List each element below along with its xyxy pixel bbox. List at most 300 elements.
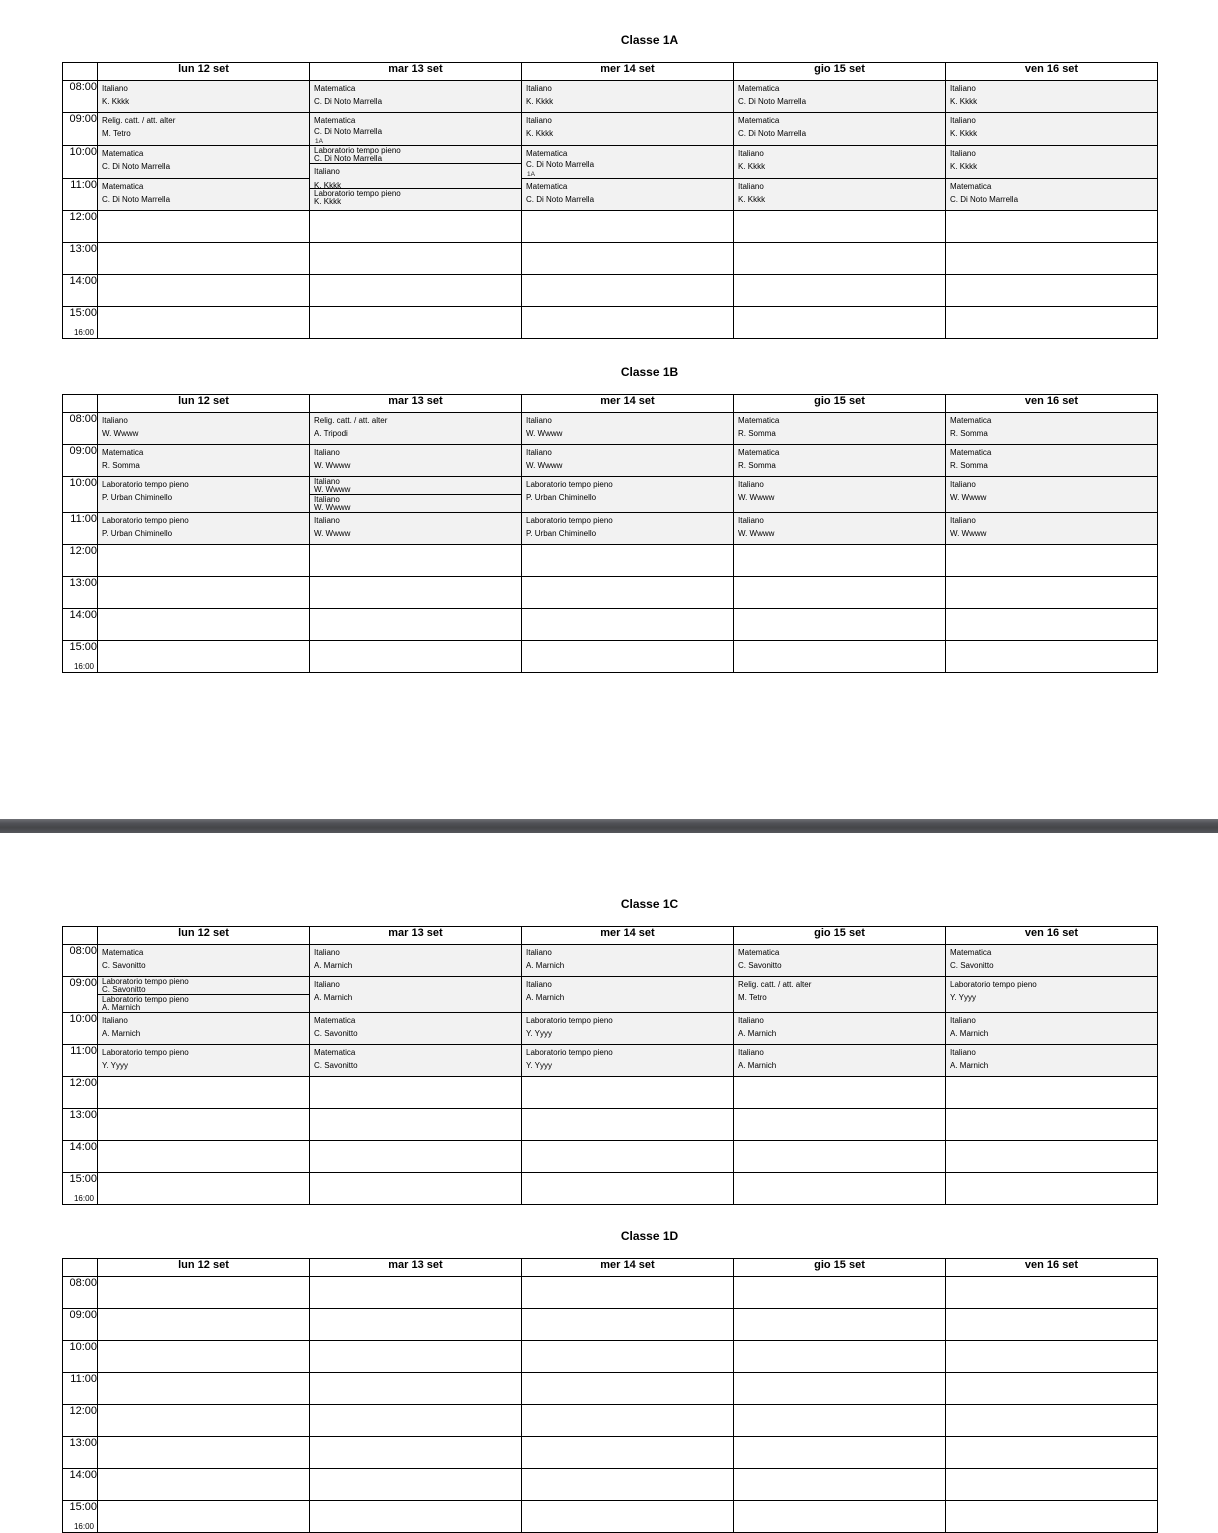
lesson: [98, 477, 309, 502]
hour-label: 12:00: [69, 545, 97, 557]
lesson-cell: [734, 977, 946, 1013]
hour-row: [63, 513, 1158, 545]
lesson-cell: [310, 945, 522, 977]
hour-row: [63, 945, 1158, 977]
lesson: [522, 445, 733, 470]
hour-row: [63, 81, 1158, 113]
corner-cell: [63, 63, 98, 81]
empty-cell: [946, 577, 1158, 609]
hour-cell: [63, 577, 98, 609]
hour-cell: [63, 1341, 98, 1373]
lesson: [522, 1013, 733, 1038]
day-header: gio 15 set: [734, 927, 946, 945]
lesson: [946, 1045, 1157, 1070]
hour-cell: [63, 146, 98, 179]
hour-cell: [63, 513, 98, 545]
lesson: [734, 1045, 945, 1070]
hour-label: 08:00: [69, 1277, 97, 1289]
empty-cell: [946, 243, 1158, 275]
empty-cell: [734, 609, 946, 641]
subject-label: Laboratorio tempo pieno: [102, 480, 189, 489]
empty-cell: [98, 243, 310, 275]
empty-cell: [522, 211, 734, 243]
subject-label: Laboratorio tempo pieno: [526, 480, 613, 489]
hour-label: 08:00: [69, 81, 97, 93]
empty-cell: [946, 1341, 1158, 1373]
empty-cell: [734, 243, 946, 275]
empty-cell: [734, 641, 946, 673]
subject-label: Matematica: [314, 1016, 356, 1025]
hour-row: [63, 1341, 1158, 1373]
teacher-label: M. Tetro: [102, 129, 131, 138]
empty-cell: [310, 211, 522, 243]
lesson: [310, 445, 521, 470]
lesson: [734, 413, 945, 438]
hour-cell: [63, 1373, 98, 1405]
empty-cell: [522, 275, 734, 307]
lesson-cell: [310, 1013, 522, 1045]
stack-lesson-box: [98, 995, 309, 1012]
subject-label: Italiano: [950, 84, 976, 93]
teacher-label: W. Wwww: [738, 493, 775, 502]
lesson-stack: [310, 146, 521, 210]
empty-cell: [522, 641, 734, 673]
teacher-label: Y. Yyyy: [526, 1029, 552, 1038]
hour-row: [63, 1141, 1158, 1173]
hour-label: 08:00: [69, 413, 97, 425]
table-title: Classe 1D: [620, 1229, 679, 1243]
lesson: [310, 513, 521, 538]
hour-label: 13:00: [69, 577, 97, 589]
empty-cell: [522, 1277, 734, 1309]
lesson: [946, 445, 1157, 470]
empty-cell: [734, 1173, 946, 1205]
subject-label: Italiano: [314, 516, 340, 525]
teacher-label: C. Di Noto Marrella: [738, 97, 807, 106]
teacher-label: C. Savonitto: [950, 961, 994, 970]
empty-cell: [734, 1341, 946, 1373]
hour-cell: [63, 1501, 98, 1533]
day-header: mar 13 set: [310, 63, 522, 81]
subject-label: Italiano: [526, 416, 552, 425]
empty-cell: [946, 1077, 1158, 1109]
teacher-label: C. Savonitto: [314, 1061, 358, 1070]
table-title: Classe 1C: [620, 897, 679, 911]
lesson-cell: [946, 513, 1158, 545]
hour-cell: [63, 113, 98, 146]
lesson: [98, 113, 309, 138]
teacher-label: A. Tripodi: [314, 429, 348, 438]
empty-cell: [522, 609, 734, 641]
lesson: [310, 1013, 521, 1038]
empty-cell: [946, 307, 1158, 339]
subject-label: Italiano: [314, 980, 340, 989]
empty-cell: [98, 609, 310, 641]
lesson: [522, 81, 733, 106]
stack-lesson-box: [310, 164, 521, 189]
teacher-label: W. Wwww: [102, 429, 139, 438]
teacher-label: K. Kkkk: [526, 97, 554, 106]
lesson: [522, 413, 733, 438]
hour-cell: [63, 1077, 98, 1109]
teacher-label: A. Marnich: [102, 1029, 141, 1038]
lesson: [946, 977, 1157, 1002]
empty-cell: [98, 1077, 310, 1109]
hour-label: 15:00: [69, 1173, 97, 1185]
lesson: [734, 146, 945, 171]
hour-cell: [63, 243, 98, 275]
subject-label: Italiano: [950, 116, 976, 125]
empty-cell: [946, 1277, 1158, 1309]
subject-label: Italiano: [950, 1016, 976, 1025]
empty-cell: [310, 1437, 522, 1469]
hour-row: [63, 275, 1158, 307]
subject-label: Matematica: [102, 149, 144, 158]
empty-cell: [98, 1341, 310, 1373]
teacher-label: P. Urban Chiminello: [526, 529, 597, 538]
teacher-label: C. Di Noto Marrella: [950, 195, 1019, 204]
header-row: [63, 63, 1158, 81]
empty-cell: [946, 609, 1158, 641]
hour-label: 10:00: [69, 1341, 97, 1353]
lesson-cell: [522, 477, 734, 513]
empty-cell: [522, 577, 734, 609]
hour-row: [63, 113, 1158, 146]
empty-cell: [734, 1437, 946, 1469]
lesson: [946, 146, 1157, 171]
teacher-label: C. Di Noto Marrella: [102, 195, 171, 204]
lesson-cell: [522, 1045, 734, 1077]
lesson-cell: [522, 179, 734, 211]
hour-cell: [63, 1469, 98, 1501]
hour-label: 11:00: [70, 513, 97, 525]
subject-label: Laboratorio tempo pieno: [102, 1048, 189, 1057]
empty-cell: [310, 1405, 522, 1437]
teacher-label: K. Kkkk: [738, 195, 766, 204]
subject-label: Matematica: [314, 116, 356, 125]
teacher-label: A. Marnich: [950, 1061, 989, 1070]
empty-cell: [946, 1109, 1158, 1141]
lesson: [98, 945, 309, 970]
subject-label: Matematica: [526, 149, 568, 158]
day-header: gio 15 set: [734, 1259, 946, 1277]
day-header: mer 14 set: [522, 395, 734, 413]
timetable-table: [62, 926, 1158, 1205]
lesson-cell: [98, 1045, 310, 1077]
timetable-table: [62, 394, 1158, 673]
empty-cell: [734, 1077, 946, 1109]
empty-cell: [310, 1141, 522, 1173]
hour-label: 10:00: [69, 477, 97, 489]
empty-cell: [310, 243, 522, 275]
empty-cell: [522, 307, 734, 339]
lesson: [98, 146, 309, 171]
hour-label: 13:00: [69, 243, 97, 255]
lesson-cell: [98, 113, 310, 146]
lesson-cell: [310, 477, 522, 513]
hour-label: 13:00: [69, 1109, 97, 1121]
teacher-label: P. Urban Chiminello: [102, 529, 173, 538]
empty-cell: [734, 1373, 946, 1405]
empty-cell: [734, 211, 946, 243]
empty-cell: [98, 1373, 310, 1405]
lesson-cell: [98, 445, 310, 477]
day-header: ven 16 set: [946, 927, 1158, 945]
empty-cell: [98, 1437, 310, 1469]
empty-cell: [98, 641, 310, 673]
lesson-cell: [946, 81, 1158, 113]
stack-lesson-box: [310, 495, 521, 512]
empty-cell: [522, 1501, 734, 1533]
lesson: [522, 945, 733, 970]
lesson-cell: [310, 413, 522, 445]
empty-cell: [98, 1309, 310, 1341]
lesson: [522, 977, 733, 1002]
empty-cell: [946, 1141, 1158, 1173]
lesson: [98, 1013, 309, 1038]
lesson: [734, 513, 945, 538]
subject-label: Matematica: [950, 448, 992, 457]
teacher-label: R. Somma: [950, 429, 988, 438]
hour-label: 11:00: [70, 1373, 97, 1385]
lesson-cell: [734, 945, 946, 977]
hour-label: 14:00: [69, 275, 97, 287]
lesson-cell: [522, 113, 734, 146]
hour-cell: [63, 81, 98, 113]
lesson: [946, 945, 1157, 970]
teacher-label: W. Wwww: [314, 529, 351, 538]
hour-label: 15:00: [69, 641, 97, 653]
lesson-cell: [98, 179, 310, 211]
hour-cell: [63, 1437, 98, 1469]
header-row: [63, 927, 1158, 945]
lesson-cell: [946, 977, 1158, 1013]
day-header: ven 16 set: [946, 395, 1158, 413]
subject-label: Matematica: [950, 182, 992, 191]
day-header: mar 13 set: [310, 395, 522, 413]
hour-label: 09:00: [69, 977, 97, 989]
hour-row: [63, 1173, 1158, 1205]
teacher-label: A. Marnich: [738, 1061, 777, 1070]
teacher-label: C. Savonitto: [102, 985, 146, 994]
subject-label: Italiano: [526, 116, 552, 125]
header-row: [63, 1259, 1158, 1277]
day-header: mar 13 set: [310, 927, 522, 945]
empty-cell: [98, 577, 310, 609]
timetable-table: [62, 62, 1158, 339]
lesson-cell: [734, 81, 946, 113]
empty-cell: [310, 1109, 522, 1141]
lesson-cell: [734, 1045, 946, 1077]
hour-cell: [63, 445, 98, 477]
day-header: gio 15 set: [734, 63, 946, 81]
lesson-cell: [310, 81, 522, 113]
lesson: [734, 113, 945, 138]
hour-row: [63, 1405, 1158, 1437]
lesson-cell: [98, 146, 310, 179]
empty-cell: [946, 1469, 1158, 1501]
teacher-label: K. Kkkk: [950, 97, 978, 106]
subject-label: Italiano: [314, 477, 340, 486]
lesson-cell: [946, 179, 1158, 211]
lesson: [946, 81, 1157, 106]
day-header: gio 15 set: [734, 395, 946, 413]
lesson-cell: [734, 146, 946, 179]
subject-label: Italiano: [526, 84, 552, 93]
subject-label: Laboratorio tempo pieno: [950, 980, 1037, 989]
teacher-label: W. Wwww: [950, 493, 987, 502]
hour-row: [63, 477, 1158, 513]
lesson-cell: [946, 1045, 1158, 1077]
timetable-1a: [62, 62, 1157, 339]
empty-cell: [734, 275, 946, 307]
empty-cell: [310, 577, 522, 609]
teacher-label: W. Wwww: [526, 461, 563, 470]
empty-cell: [310, 1469, 522, 1501]
lesson-cell: [946, 113, 1158, 146]
empty-cell: [522, 1405, 734, 1437]
lesson-cell: [946, 445, 1158, 477]
teacher-label: K. Kkkk: [738, 162, 766, 171]
hour-cell: [63, 977, 98, 1013]
lesson: [310, 113, 521, 145]
hour-row: [63, 243, 1158, 275]
teacher-label: Y. Yyyy: [526, 1061, 552, 1070]
hour-label: 12:00: [69, 211, 97, 223]
empty-cell: [310, 545, 522, 577]
lesson: [98, 1045, 309, 1070]
empty-cell: [946, 1405, 1158, 1437]
hour-label: 12:00: [69, 1077, 97, 1089]
teacher-label: A. Marnich: [738, 1029, 777, 1038]
classe-1b-section: [62, 365, 1157, 673]
subject-label: Italiano: [738, 182, 764, 191]
subject-label: Matematica: [738, 948, 780, 957]
lesson-cell: [310, 513, 522, 545]
hour-row: [63, 1109, 1158, 1141]
classe-1d-section: [62, 1229, 1157, 1533]
lesson-stack: [98, 977, 309, 1012]
header-row: [63, 395, 1158, 413]
lesson: [522, 113, 733, 138]
teacher-label: K. Kkkk: [314, 197, 342, 206]
hour-cell: [63, 1405, 98, 1437]
lesson-cell: [98, 1013, 310, 1045]
lesson: [98, 81, 309, 106]
teacher-label: A. Marnich: [102, 1003, 141, 1012]
teacher-label: C. Di Noto Marrella: [314, 154, 383, 163]
subject-label: Italiano: [738, 1048, 764, 1057]
lesson-cell: [734, 413, 946, 445]
lesson-cell: [310, 1045, 522, 1077]
hour-label: 14:00: [69, 1469, 97, 1481]
classe-1c-section: [62, 897, 1157, 1205]
lesson-cell: [310, 113, 522, 146]
day-header: lun 12 set: [98, 395, 310, 413]
lesson: [98, 179, 309, 204]
empty-cell: [522, 1469, 734, 1501]
hour-cell: [63, 1045, 98, 1077]
lesson: [310, 977, 521, 1002]
table-title: Classe 1B: [620, 365, 679, 379]
hour-cell: [63, 1013, 98, 1045]
empty-cell: [734, 307, 946, 339]
hour-label: 11:00: [70, 1045, 97, 1057]
empty-cell: [522, 1373, 734, 1405]
teacher-label: C. Di Noto Marrella: [526, 160, 595, 169]
empty-cell: [98, 211, 310, 243]
hour-label: 09:00: [69, 1309, 97, 1321]
lesson-cell: [98, 945, 310, 977]
hour-row: [63, 307, 1158, 339]
lesson-cell: [98, 413, 310, 445]
lesson: [98, 413, 309, 438]
empty-cell: [946, 1373, 1158, 1405]
empty-cell: [734, 577, 946, 609]
lesson: [946, 1013, 1157, 1038]
empty-cell: [946, 1437, 1158, 1469]
classe-1a-section: [62, 33, 1157, 339]
lesson-cell: [734, 1013, 946, 1045]
hour-row: [63, 1309, 1158, 1341]
subject-label: Laboratorio tempo pieno: [314, 146, 401, 155]
subject-label: Italiano: [102, 84, 128, 93]
end-hour-label: 16:00: [73, 328, 94, 337]
subject-label: Matematica: [102, 948, 144, 957]
subject-label: Laboratorio tempo pieno: [102, 977, 189, 986]
hour-row: [63, 211, 1158, 243]
lesson-cell: [310, 445, 522, 477]
lesson-cell: [734, 179, 946, 211]
teacher-label: Y. Yyyy: [102, 1061, 128, 1070]
hour-row: [63, 1277, 1158, 1309]
end-hour-label: 16:00: [73, 662, 94, 671]
lesson: [310, 413, 521, 438]
empty-cell: [734, 1277, 946, 1309]
empty-cell: [946, 211, 1158, 243]
lesson: [734, 179, 945, 204]
timetable-1b: [62, 394, 1157, 673]
teacher-label: W. Wwww: [950, 529, 987, 538]
hour-cell: [63, 545, 98, 577]
lesson: [734, 1013, 945, 1038]
teacher-label: W. Wwww: [738, 529, 775, 538]
hour-cell: [63, 477, 98, 513]
subject-label: Italiano: [102, 416, 128, 425]
hour-row: [63, 641, 1158, 673]
teacher-label: R. Somma: [738, 429, 776, 438]
class-note: 1A: [315, 138, 323, 145]
corner-cell: [63, 395, 98, 413]
day-header: ven 16 set: [946, 1259, 1158, 1277]
empty-cell: [946, 1173, 1158, 1205]
teacher-label: C. Di Noto Marrella: [314, 127, 383, 136]
page-separator: [0, 819, 1218, 833]
empty-cell: [522, 545, 734, 577]
corner-cell: [63, 927, 98, 945]
teacher-label: M. Tetro: [738, 993, 767, 1002]
lesson-cell: [522, 413, 734, 445]
subject-label: Italiano: [314, 448, 340, 457]
subject-label: Laboratorio tempo pieno: [526, 516, 613, 525]
empty-cell: [946, 641, 1158, 673]
teacher-label: W. Wwww: [314, 485, 351, 494]
lesson-cell: [946, 477, 1158, 513]
lesson: [98, 513, 309, 538]
subject-label: Italiano: [526, 948, 552, 957]
empty-cell: [734, 1309, 946, 1341]
teacher-label: C. Di Noto Marrella: [102, 162, 171, 171]
